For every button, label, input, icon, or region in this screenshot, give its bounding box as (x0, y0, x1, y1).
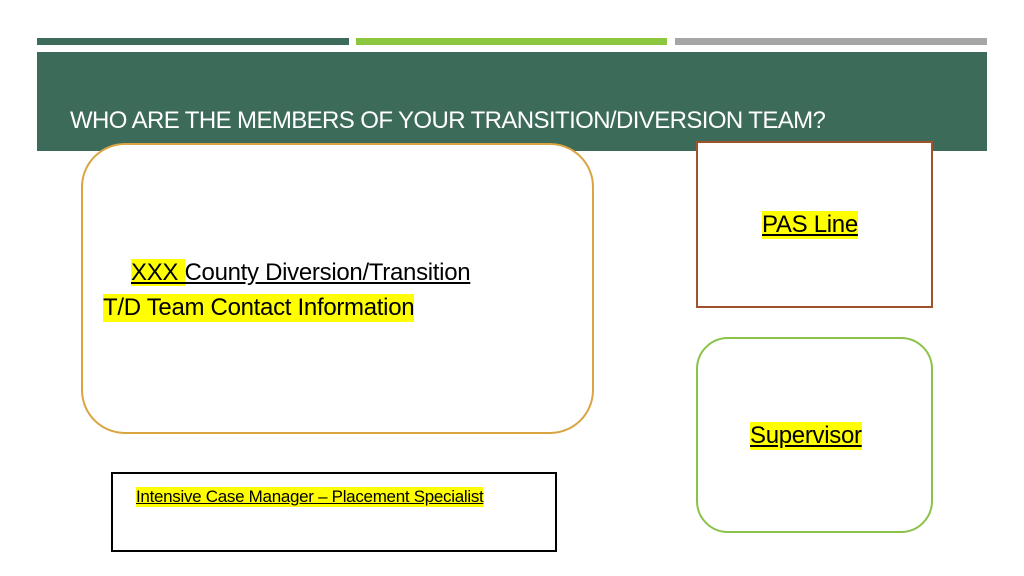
accent-bar-dark-green (37, 38, 349, 45)
county-contact-line (131, 259, 470, 287)
accent-bar-light-green (356, 38, 667, 45)
county-placeholder: XXX (131, 259, 185, 286)
pas-line-box (696, 141, 933, 308)
county-contact-box (81, 143, 594, 434)
icm-label: Intensive Case Manager – Placement Specialist (136, 487, 484, 506)
pas-line-label: PAS Line (762, 211, 858, 238)
county-diversion-text: County Diversion/Transition (184, 259, 471, 286)
accent-bar-gray (675, 38, 987, 45)
icm-box (111, 472, 557, 552)
title-band (37, 52, 987, 151)
supervisor-label: Supervisor (750, 422, 862, 449)
slide-title: WHO ARE THE MEMBERS OF YOUR TRANSITION/DIVERSION TEAM? (70, 107, 826, 134)
supervisor-box (696, 337, 933, 533)
team-contact-info-text: T/D Team Contact Information (103, 294, 415, 321)
